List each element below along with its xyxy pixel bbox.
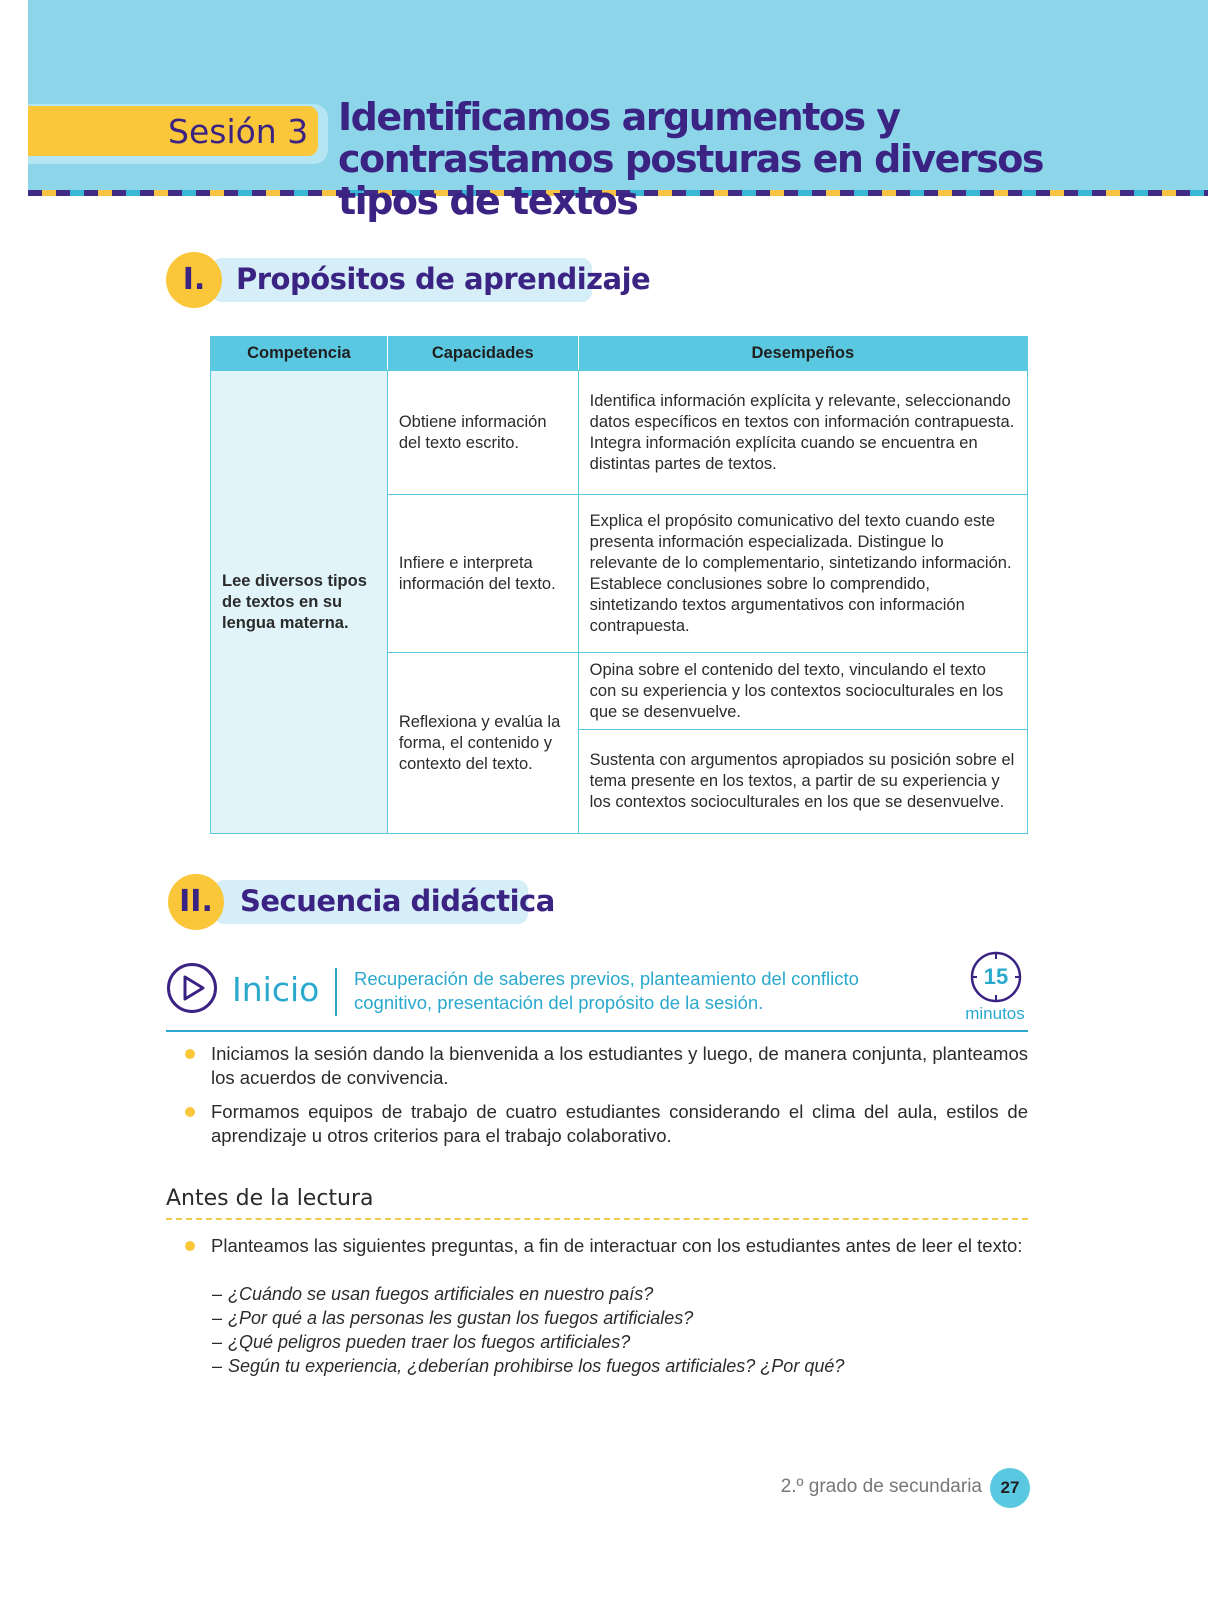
desempeno-cell: Explica el propósito comunicativo del texto cuando este presenta información especializada. Distingue lo relevante de lo complementario, sintetizando información. Establece conclusiones sobre lo comprendido, sintetizando textos argumentativos con información contrapuesta. (578, 495, 1027, 653)
section1-title: Propósitos de aprendizaje (236, 262, 651, 296)
header-desempenos: Desempeños (578, 337, 1027, 371)
question-item: – Según tu experiencia, ¿deberían prohibirse los fuegos artificiales? ¿Por qué? (212, 1356, 845, 1376)
list-item (185, 1100, 1028, 1148)
bullet-text: Iniciamos la sesión dando la bienvenida a los estudiantes y luego, de manera conjunta, planteamos los acuerdos de convivencia. (211, 1043, 1028, 1088)
question-item: – ¿Qué peligros pueden traer los fuegos artificiales? (212, 1332, 631, 1352)
header-competencia: Competencia (211, 337, 388, 371)
bullet-text: Planteamos las siguientes preguntas, a fin de interactuar con los estudiantes antes de leer el texto: (211, 1235, 1023, 1256)
section2-title: Secuencia didáctica (240, 884, 555, 918)
section2-number: II. (168, 874, 224, 930)
question-text: ¿Qué peligros pueden traer los fuegos artificiales? (228, 1332, 631, 1352)
competencia-cell: Lee diversos tipos de textos en su lengua materna. (211, 371, 388, 834)
table-header-row (211, 337, 1028, 371)
capacidad-cell: Infiere e interpreta información del texto. (387, 495, 578, 653)
timer-label: minutos (965, 1004, 1025, 1023)
footer-grade: 2.º grado de secundaria (780, 1476, 982, 1497)
list-item (185, 1234, 1028, 1258)
question-text: Según tu experiencia, ¿deberían prohibirse los fuegos artificiales? ¿Por qué? (228, 1356, 845, 1376)
question-text: ¿Por qué a las personas les gustan los fuegos artificiales? (228, 1308, 694, 1328)
inicio-divider (335, 968, 337, 1016)
page-number: 27 (990, 1468, 1030, 1508)
bullet-text: Formamos equipos de trabajo de cuatro estudiantes considerando el clima del aula, estilos de aprendizaje u otros criterios para el trabajo colaborativo. (211, 1101, 1028, 1146)
capacidad-cell: Obtiene información del texto escrito. (387, 371, 578, 495)
play-circle-icon (166, 962, 218, 1014)
desempeno-cell: Opina sobre el contenido del texto, vinculando el texto con su experiencia y los contextos socioculturales en los que se desenvuelve. (578, 653, 1027, 730)
header-capacidades: Capacidades (387, 337, 578, 371)
inicio-underline (166, 1030, 1028, 1032)
questions-list (212, 1282, 844, 1378)
timer-minutes: 15 (983, 964, 1009, 989)
table-row (211, 371, 1028, 495)
question-item: – ¿Cuándo se usan fuegos artificiales en nuestro país? (212, 1284, 654, 1304)
bullet-dot (185, 1107, 195, 1117)
section1-number: I. (166, 252, 222, 308)
competence-table (210, 336, 1028, 834)
page-title: Identificamos argumentos y contrastamos posturas en diversos tipos de textos (338, 95, 1043, 223)
desempeno-cell: Identifica información explícita y relevante, seleccionando datos específicos en textos con información contrapuesta. Integra información explícita cuando se encuentra en distintas partes de textos. (578, 371, 1027, 495)
question-text: ¿Cuándo se usan fuegos artificiales en nuestro país? (228, 1284, 654, 1304)
inicio-description: Recuperación de saberes previos, planteamiento del conflicto cognitivo, presentación del propósito de la sesión. (354, 968, 859, 1013)
question-item: – ¿Por qué a las personas les gustan los fuegos artificiales? (212, 1308, 694, 1328)
desempeno-cell: Sustenta con argumentos apropiados su posición sobre el tema presente en los textos, a partir de su experiencia y los contextos socioculturales en los que se desenvuelve. (578, 730, 1027, 834)
session-label: Sesión 3 (168, 112, 309, 151)
antes-title: Antes de la lectura (166, 1186, 374, 1211)
bullet-dot (185, 1049, 195, 1059)
capacidad-cell: Reflexiona y evalúa la forma, el contenido y contexto del texto. (387, 653, 578, 834)
inicio-label: Inicio (232, 970, 320, 1009)
bullet-dot (185, 1241, 195, 1251)
antes-dashed-line (166, 1218, 1028, 1220)
list-item (185, 1042, 1028, 1090)
